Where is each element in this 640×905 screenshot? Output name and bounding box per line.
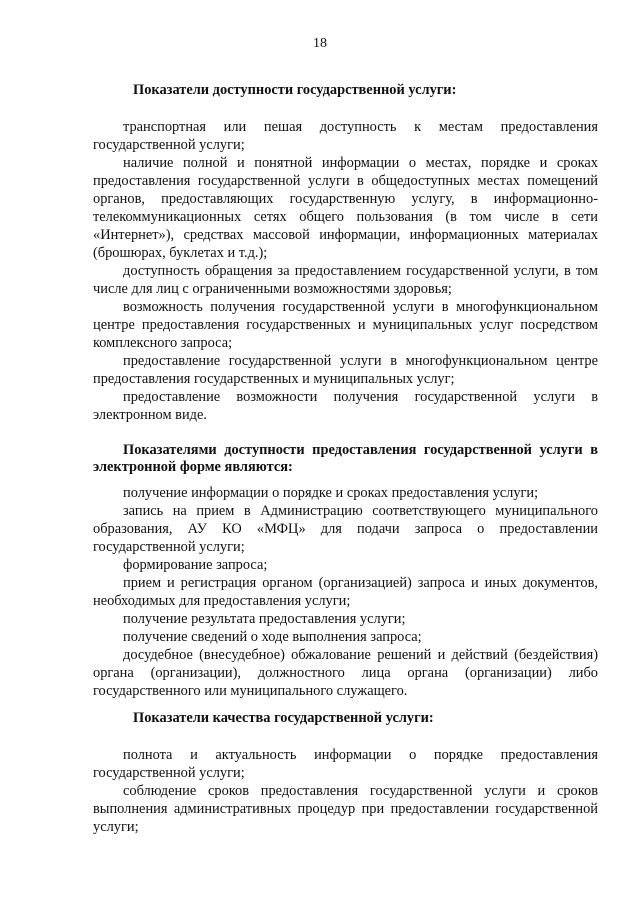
paragraph: полнота и актуальность информации о порядке предоставления государственной услуги; — [93, 747, 598, 781]
section-heading-accessibility: Показатели доступности государственной услуги: — [133, 82, 457, 98]
paragraph: наличие полной и понятной информации о местах, порядке и сроках предоставления государственной услуги в общедоступных местах помещений органов, предоставляющих государственную услугу, в информационно-телекоммуникационных сетях общего пользования (в том числе в сети «Интернет»), средствах массовой информации, информационных материалах (брошюрах, буклетах и т.д.); — [93, 155, 598, 261]
paragraph: предоставление государственной услуги в многофункциональном центре предоставления государственных и муниципальных услуг; — [93, 353, 598, 387]
section-heading-quality: Показатели качества государственной услуги: — [133, 710, 434, 726]
paragraph: досудебное (внесудебное) обжалование решений и действий (бездействия) органа (организации), должностного лица органа (организации) либо государственного или муниципального служащего. — [93, 647, 598, 699]
paragraph: доступность обращения за предоставлением государственной услуги, в том числе для лиц с ограниченными возможностями здоровья; — [93, 263, 598, 297]
page-number: 18 — [313, 36, 327, 51]
section-heading-electronic-accessibility: Показателями доступности предоставления государственной услуги в электронной форме являются: — [93, 442, 598, 475]
paragraph: транспортная или пешая доступность к местам предоставления государственной услуги; — [93, 119, 598, 153]
paragraph: запись на прием в Администрацию соответствующего муниципального образования, АУ КО «МФЦ» для подачи запроса о предоставлении государственной услуги; — [93, 503, 598, 555]
paragraph: получение информации о порядке и сроках предоставления услуги; — [123, 485, 539, 501]
paragraph: прием и регистрация органом (организацией) запроса и иных документов, необходимых для предоставления услуги; — [93, 575, 598, 609]
paragraph: предоставление возможности получения государственной услуги в электронном виде. — [93, 389, 598, 423]
paragraph: соблюдение сроков предоставления государственной услуги и сроков выполнения административных процедур при предоставлении государственной услуги; — [93, 783, 598, 835]
paragraph: получение результата предоставления услуги; — [123, 611, 406, 627]
paragraph: получение сведений о ходе выполнения запроса; — [123, 629, 422, 645]
paragraph: формирование запроса; — [123, 557, 268, 573]
paragraph: возможность получения государственной услуги в многофункциональном центре предоставления государственных и муниципальных услуг посредством комплексного запроса; — [93, 299, 598, 351]
